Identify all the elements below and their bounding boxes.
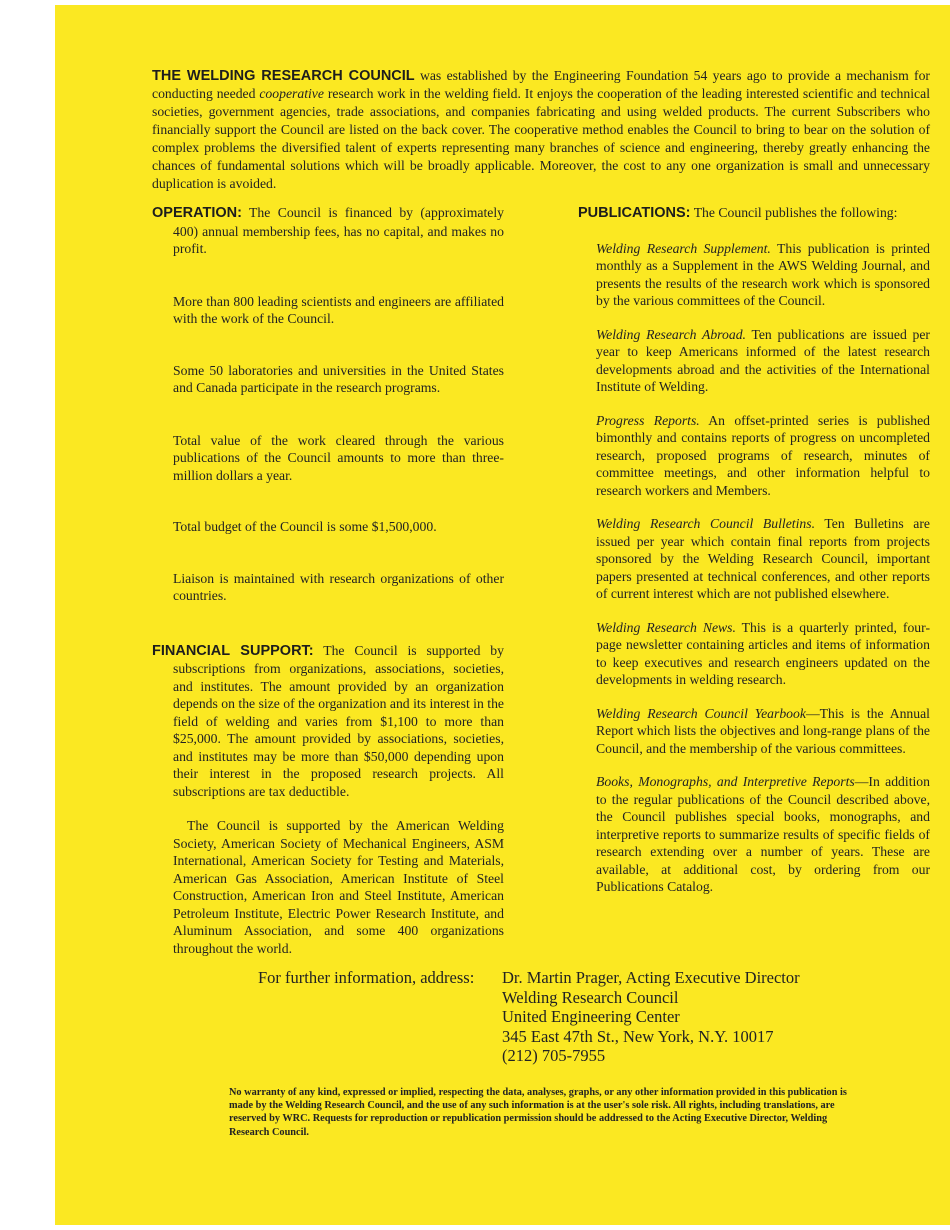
publication-title: Welding Research News. — [596, 619, 736, 635]
publication-item — [578, 412, 930, 500]
operation-paragraph: Total budget of the Council is some $1,500,000. — [173, 519, 437, 534]
publication-text: —This is the Annual Report which lists the objectives and long-range plans of the Council, and the membership of the various committees. — [596, 705, 930, 756]
contact-label: For further information, address: — [258, 968, 475, 987]
operation-paragraph: More than 800 leading scientists and engineers are affiliated with the work of the Council. — [173, 293, 504, 326]
publication-title: Welding Research Abroad. — [596, 326, 746, 342]
publication-item — [578, 619, 930, 689]
publication-text: This publication is printed monthly as a Supplement in the AWS Welding Journal, and presents the results of the research work which is sponsored by the various committees of the Council. — [596, 240, 930, 308]
operation-section — [152, 204, 504, 258]
publication-text: This is a quarterly printed, four-page newsletter containing articles and items of information to keep executives and research engineers updated on the developments in welding research. — [596, 619, 930, 687]
address-line: 345 East 47th St., New York, N.Y. 10017 — [502, 1026, 774, 1046]
address-line: Dr. Martin Prager, Acting Executive Director — [502, 968, 800, 987]
publications-heading: PUBLICATIONS: — [578, 205, 691, 221]
contact-address — [502, 968, 800, 1066]
publication-text: An offset-printed series is published bimonthly and contains reports of progress on uncompleted research, proposed programs of research, minutes of committee meetings, and other information helpful to research workers and Members. — [596, 412, 930, 498]
publication-text: Ten publications are issued per year to keep Americans informed of the latest research developments abroad and the activities of the International Institute of Welding. — [596, 326, 930, 394]
publication-item — [578, 240, 930, 310]
publication-item — [578, 515, 930, 603]
intro-emphasis: cooperative — [259, 86, 324, 101]
financial-heading: FINANCIAL SUPPORT: — [152, 642, 314, 659]
publication-title: Welding Research Supplement. — [596, 240, 771, 256]
operation-paragraph: Some 50 laboratories and universities in the United States and Canada participate in the research programs. — [173, 362, 504, 395]
publications-text: The Council publishes the following: — [690, 205, 898, 220]
publication-title: Welding Research Council Yearbook — [596, 705, 806, 721]
operation-heading: OPERATION: — [152, 205, 242, 221]
publication-item — [578, 773, 930, 896]
right-column — [578, 204, 930, 896]
publication-text: —In addition to the regular publications of the Council described above, the Council publishes special books, monographs, and interpretive reports to summarize results of specific fields of research extending over a number of years. These are available, at additional cost, by ordering from our Publications Catalog. — [596, 774, 930, 894]
address-line: United Engineering Center — [502, 1007, 680, 1026]
publications-section — [578, 204, 930, 223]
publication-text: Ten Bulletins are issued per year which contain final reports from projects sponsored by the Welding Research Council, important papers presented at technical conferences, and other reports of current interest which are not published elsewhere. — [596, 516, 931, 601]
disclaimer: No warranty of any kind, expressed or implied, respecting the data, analyses, graphs, or any other information provided in this publication is made by the Welding Research Council, and the use of any such information is at the user's sole risk. All rights, including translations, are reserved by WRC. Requests for reproduction or republication permission should be addressed to the Acting Executive Director, Welding Research Council. — [229, 1087, 847, 1138]
operation-text: The Council is financed by (approximately 400) annual membership fees, has no capital, and makes no profit. — [173, 205, 504, 256]
left-column — [152, 204, 504, 957]
publication-title: Progress Reports. — [596, 412, 700, 428]
publication-item — [578, 326, 930, 396]
intro-paragraph — [152, 67, 930, 193]
financial-paragraph: The Council is supported by the American Welding Society, American Society of Mechanical Engineers, ASM International, American Society for Testing and Materials, American Gas Association, American Institute of Steel Construction, American Iron and Steel Institute, American Petroleum Institute, Electric Power Research Institute, and Aluminum Association, and some 400 organizations throughout the world. — [173, 818, 504, 956]
intro-lead: THE WELDING RESEARCH COUNCIL — [152, 68, 415, 84]
address-line: (212) 705-7955 — [502, 1046, 606, 1065]
financial-text: The Council is supported by subscriptions from organizations, associations, societies, and institutes. The amount provided by an organization depends on the size of the organization and its interest in the field of welding and varies from $1,100 to more than $25,000. The amount provided by associations, societies, and institutes may be more than $50,000 depending upon their interest in the proposed research projects. All subscriptions are tax deductible. — [173, 642, 504, 799]
publication-title: Books, Monographs, and Interpretive Reports — [596, 774, 855, 789]
page-margin — [0, 0, 55, 1230]
financial-section — [152, 642, 504, 801]
intro-text-1: was established by the Engineering Foundation 54 years ago to provide a mechanism for conducting needed — [152, 68, 930, 101]
page-top-margin — [0, 0, 950, 5]
operation-paragraph: Total value of the work cleared through the various publications of the Council amounts to more than three-million dollars a year. — [173, 432, 504, 483]
publication-title: Welding Research Council Bulletins. — [596, 516, 815, 531]
intro-text-2: research work in the welding field. It enjoys the cooperation of the leading interested scientific and technical societies, government agencies, trade associations, and companies fabricating and using welded products. The current Subscribers who financially support the Council are listed on the back cover. The cooperative method enables the Council to bring to bear on the solution of complex problems the diversified talent of experts representing many branches of science and engineering, thereby greatly enhancing the chances of fundamental solutions which will be broadly applicable. Moreover, the cost to any one organization is small and unnecessary duplication is avoided. — [152, 86, 930, 191]
address-line: Welding Research Council — [502, 987, 679, 1007]
operation-paragraph: Liaison is maintained with research organizations of other countries. — [173, 570, 504, 603]
publication-item — [578, 705, 930, 758]
